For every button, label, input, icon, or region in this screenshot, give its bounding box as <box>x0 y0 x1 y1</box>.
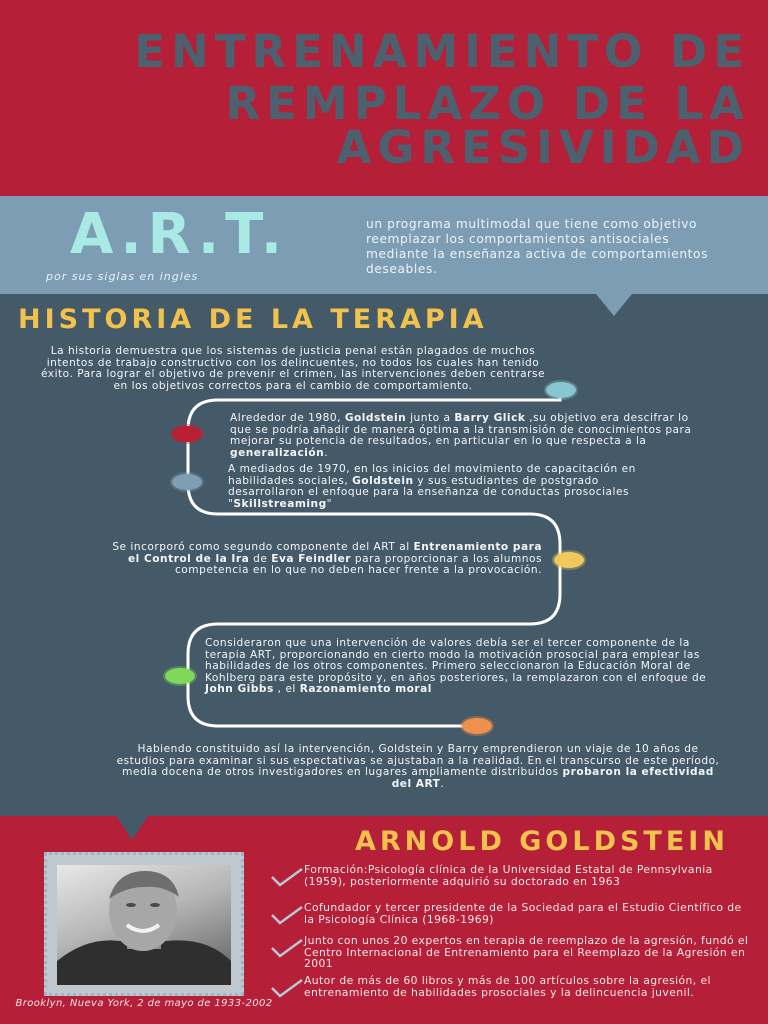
checkmark-icon <box>270 905 304 925</box>
timeline-dot-6 <box>462 718 492 734</box>
bio-item-text: Junto con unos 20 expertos en terapia de reemplazo de la agresión, fundó el Centro Internacional de Entrenamiento para el Reemplazo de la Agresión en 2001 <box>304 934 749 971</box>
term-razonamiento-moral: Razonamiento moral <box>299 683 432 695</box>
timeline-dot-3 <box>172 474 202 490</box>
history-paragraph-1 <box>230 413 700 459</box>
bio-item-text: Autor de más de 60 libros y más de 100 artículos sobre la agresión, el entrenamiento de habilidades prosociales y la delincuencia juvenil. <box>304 974 711 999</box>
history-section <box>0 294 768 816</box>
text-span: , el <box>273 683 300 695</box>
term-skillstreaming: Skillstreaming <box>233 497 327 510</box>
art-acronym: A.R.T. <box>70 202 289 267</box>
text-span: Consideraron que una intervención de valores debía ser el tercer componente de la terapia ART, proporcionando en cierto modo la motivación prosocial para emplear las habilidades de los otros componentes. Primero seleccionaron la Educación Moral de Kohlberg para este propósito y, en años posteriores, la remplazaron con el enfoque de <box>205 637 707 684</box>
checkmark-icon <box>270 938 304 958</box>
art-band-notch <box>596 294 632 316</box>
text-span: Habiendo constituido así la intervención, Goldstein y Barry emprendieron un viaje de 10 años de estudios para examinar si sus espectativas se ajustaban a la realidad. En el transcurso de este período, media docena de otros investigadores en lugares ampliamente distribuidos <box>116 743 720 778</box>
history-intro: La historia demuestra que los sistemas de justicia penal están plagados de muchos intentos de trabajo constructivo con los delincuentes, no todos los cuales han tenido éxito. Para lograr el objetivo de prevenir el crimen, las intervenciones deben centrarse en los objetivos correctos para el cambio de comportamiento. <box>40 345 546 392</box>
page-title-line-1: ENTRENAMIENTO DE <box>134 25 750 78</box>
goldstein-title: ARNOLD GOLDSTEIN <box>355 826 729 857</box>
term-generalizacion: generalización <box>230 446 325 459</box>
bio-item-text: Formación:Psicología clínica de la Universidad Estatal de Pennsylvania (1959), posteriormente adquirió su doctorado en 1963 <box>304 863 713 888</box>
text-span: Se incorporó como segundo componente del ART al <box>112 541 414 553</box>
history-notch <box>116 816 148 840</box>
text-span: . <box>440 777 445 790</box>
text-span: junto a <box>406 412 455 424</box>
portrait-illustration <box>57 865 231 985</box>
term-control-ira: Entrenamiento para el Control de la Ira <box>128 541 542 565</box>
text-span: ,su objetivo era descifrar lo que se podría añadir de manera óptima a la transmisión de conocimientos para mejorar su potencia de resultados, en particular en lo que respecta a la <box>230 412 692 447</box>
timeline-dot-1 <box>546 382 576 398</box>
checkmark-icon <box>270 978 304 998</box>
art-subtitle: por sus siglas en ingles <box>46 270 199 283</box>
text-span: de <box>249 552 272 565</box>
term-efectividad: probaron la efectividad del ART <box>391 766 714 790</box>
name-goldstein: Goldstein <box>352 474 414 487</box>
timeline-dot-4 <box>554 552 584 568</box>
history-paragraph-3 <box>112 542 542 577</box>
page-title-line-2: REMPLAZO DE LA <box>225 77 750 130</box>
name-john-gibbs: John Gibbs <box>205 683 274 695</box>
page-title-line-3: AGRESIVIDAD <box>336 121 750 174</box>
history-title: HISTORIA DE LA TERAPIA <box>18 304 488 335</box>
portrait-photo <box>57 865 231 985</box>
checkmark-icon <box>270 867 304 887</box>
history-paragraph-4 <box>205 638 715 696</box>
portrait-caption: Brooklyn, Nueva York, 2 de mayo de 1933-2002 <box>15 998 273 1009</box>
goldstein-section <box>0 816 768 1024</box>
art-description: un programa multimodal que tiene como objetivo reemplazar los comportamientos antisociales mediante la enseñanza activa de comportamientos deseables. <box>366 217 709 276</box>
history-paragraph-2 <box>228 464 668 510</box>
art-band <box>0 196 768 294</box>
timeline-dot-5 <box>165 668 195 684</box>
text-span: " <box>326 497 333 510</box>
text-span: y sus estudiantes de postgrado desarrollaron el enfoque para la enseñanza de conductas prosociales " <box>228 474 630 510</box>
bio-item-text: Cofundador y tercer presidente de la Sociedad para el Estudio Científico de la Psicología Clínica (1968-1969) <box>304 901 742 926</box>
portrait-frame <box>44 852 244 996</box>
text-span: A mediados de 1970, en los inicios del movimiento de capacitación en habilidades sociales, <box>228 463 636 487</box>
name-barry-glick: Barry Glick <box>454 412 526 424</box>
name-goldstein: Goldstein <box>344 412 407 424</box>
text-span: . <box>324 446 329 459</box>
name-eva-feindler: Eva Feindler <box>271 552 351 565</box>
text-span: para proporcionar a los alumnos competencia en lo que no deben hacer frente a la provocación. <box>174 552 542 576</box>
header-banner <box>0 0 768 196</box>
history-conclusion <box>112 744 724 790</box>
timeline-dot-2 <box>172 426 202 442</box>
text-span: Alrededor de 1980, <box>230 412 345 424</box>
